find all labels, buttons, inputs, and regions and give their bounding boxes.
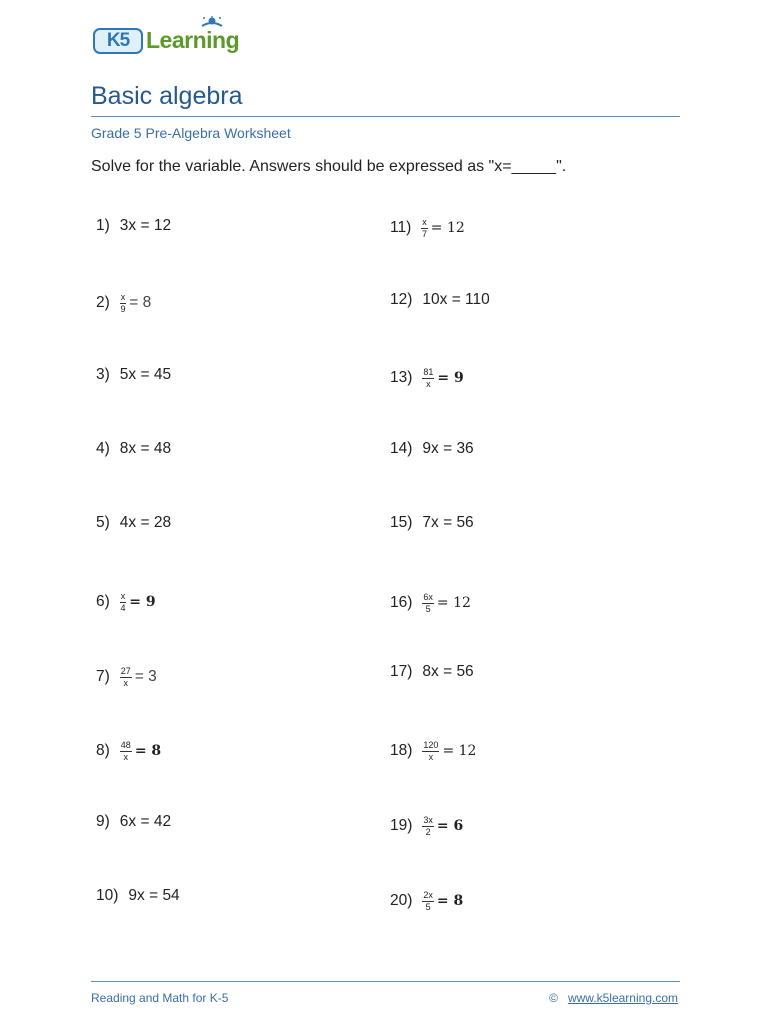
problem-number: 6) — [96, 593, 110, 610]
fraction — [120, 592, 127, 613]
equation-rhs: = 12 — [436, 595, 471, 611]
problem-number: 11) — [390, 219, 412, 236]
problem-number: 5) — [96, 514, 110, 531]
fraction — [422, 741, 439, 762]
problem-number: 19) — [390, 817, 413, 834]
worksheet-subtitle: Grade 5 Pre-Algebra Worksheet — [91, 125, 291, 141]
problem-19 — [390, 811, 463, 841]
fraction — [422, 368, 434, 389]
equation: 7x = 56 — [422, 514, 474, 531]
problem-number: 10) — [96, 887, 119, 904]
denominator: 9 — [120, 303, 126, 314]
equation-rhs: = 8 — [436, 893, 464, 909]
fraction — [120, 667, 132, 688]
problem-number: 15) — [390, 514, 413, 531]
problem-5 — [96, 508, 171, 538]
problem-number: 1) — [96, 217, 110, 234]
equation: 4x = 28 — [119, 514, 172, 531]
denominator: x — [123, 751, 129, 762]
equation-rhs: = 12 — [430, 220, 465, 236]
fraction — [120, 741, 132, 762]
denominator: x — [123, 677, 129, 688]
equation: 9x = 36 — [422, 440, 474, 457]
logo-wordmark: Learning — [146, 27, 240, 53]
problem-15 — [390, 508, 474, 538]
footer-credit — [549, 991, 678, 1005]
problem-9 — [96, 807, 171, 837]
problem-3 — [96, 360, 171, 390]
equation-rhs: = 12 — [442, 743, 477, 759]
denominator: x — [426, 378, 431, 389]
problem-number: 14) — [390, 440, 413, 457]
k5-learning-logo — [93, 18, 263, 58]
numerator: 27 — [120, 665, 131, 676]
problem-number: 8) — [96, 742, 110, 759]
equation-rhs: = 9 — [437, 370, 464, 386]
problem-4 — [96, 434, 171, 464]
problem-number: 18) — [390, 742, 413, 759]
denominator: 4 — [120, 602, 126, 613]
problem-number: 13) — [390, 369, 413, 386]
logo-figure-icon — [199, 16, 225, 36]
problem-14 — [390, 434, 474, 464]
problem-17 — [390, 657, 474, 687]
denominator: 7 — [422, 228, 428, 239]
problem-number: 16) — [390, 594, 413, 611]
footer-divider — [91, 981, 680, 982]
equation-rhs: = 3 — [134, 668, 157, 685]
copyright-symbol: © — [549, 991, 558, 1005]
problem-6 — [96, 587, 156, 617]
header-divider — [91, 116, 680, 117]
fraction — [422, 816, 434, 837]
equation: 3x = 12 — [119, 217, 172, 234]
instructions-text: Solve for the variable. Answers should be expressed as "x=_____". — [91, 158, 567, 175]
problem-8 — [96, 736, 161, 766]
problem-number: 12) — [390, 291, 413, 308]
page-title: Basic algebra — [91, 82, 243, 110]
fraction — [421, 218, 428, 239]
denominator: 5 — [425, 901, 431, 912]
numerator: x — [422, 216, 427, 227]
equation: 9x = 54 — [128, 887, 180, 904]
problem-13 — [390, 363, 464, 393]
numerator: 120 — [423, 739, 439, 750]
website-link[interactable]: www.k5learning.com — [567, 991, 678, 1005]
numerator: 3x — [423, 814, 433, 825]
denominator: 5 — [425, 603, 431, 614]
equation-rhs: = 8 — [134, 743, 162, 759]
problem-number: 4) — [96, 440, 110, 457]
fraction — [422, 891, 434, 912]
problem-2 — [96, 288, 151, 318]
equation: 8x = 56 — [422, 663, 474, 680]
problem-number: 17) — [390, 663, 413, 680]
problem-16 — [390, 588, 471, 618]
numerator: 48 — [120, 739, 131, 750]
numerator: x — [120, 291, 126, 302]
fraction — [120, 293, 127, 314]
logo-k5-badge: K5 — [93, 28, 143, 54]
numerator: x — [120, 590, 126, 601]
problem-number: 3) — [96, 366, 110, 383]
problem-20 — [390, 886, 463, 916]
problem-12 — [390, 285, 490, 315]
equation: 10x = 110 — [422, 291, 490, 308]
equation-rhs: = 6 — [436, 818, 464, 834]
equation-rhs: = 8 — [129, 294, 152, 311]
problem-7 — [96, 662, 157, 692]
denominator: 2 — [425, 826, 431, 837]
problem-number: 7) — [96, 668, 110, 685]
problem-11 — [390, 213, 465, 243]
equation: 6x = 42 — [119, 813, 172, 830]
equation: 5x = 45 — [119, 366, 172, 383]
fraction — [422, 593, 434, 614]
problem-10 — [96, 881, 180, 911]
problem-number: 20) — [390, 892, 413, 909]
numerator: 2x — [423, 889, 433, 900]
problem-18 — [390, 736, 476, 766]
equation-rhs: = 9 — [129, 594, 156, 610]
numerator: 81 — [423, 366, 434, 377]
denominator: x — [428, 751, 434, 762]
problem-number: 2) — [96, 294, 110, 311]
problem-1 — [96, 211, 171, 241]
footer-tagline: Reading and Math for K-5 — [91, 991, 229, 1005]
numerator: 6x — [423, 591, 433, 602]
problem-number: 9) — [96, 813, 110, 830]
equation: 8x = 48 — [119, 440, 172, 457]
